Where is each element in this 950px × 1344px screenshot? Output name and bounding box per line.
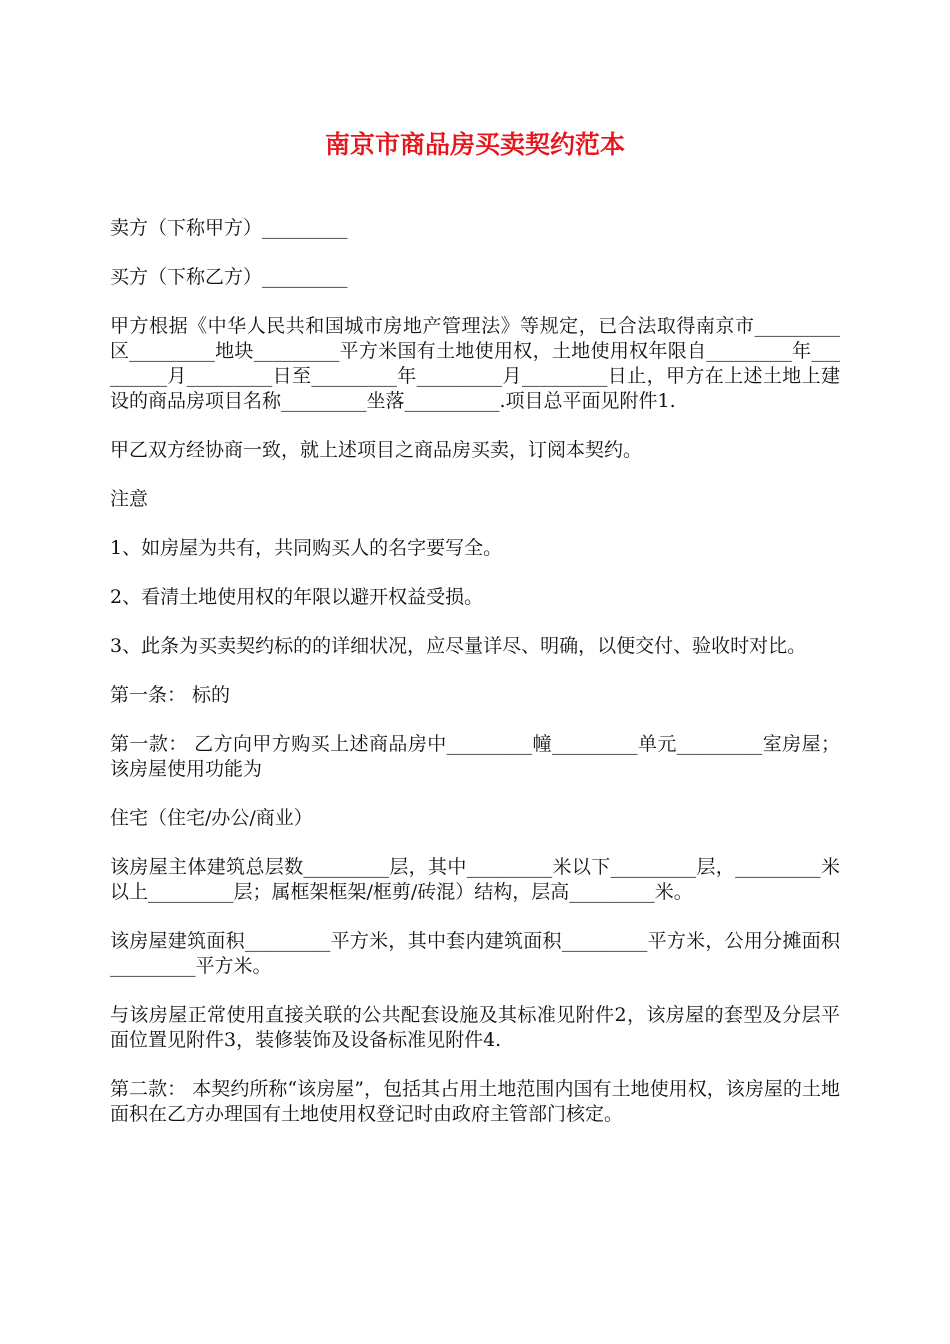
paragraph-agreement: 甲乙双方经协商一致，就上述项目之商品房买卖，订阅本契约。 <box>110 439 643 461</box>
paragraph-notice-heading: 注意 <box>110 488 149 510</box>
paragraph-notice-1: 1、如房屋为共有，共同购买人的名字要写全。 <box>110 537 503 559</box>
paragraph-notice-2: 2、看清土地使用权的年限以避开权益受损。 <box>110 586 484 608</box>
paragraph-seller: 卖方（下称甲方）_________ <box>110 217 348 239</box>
paragraph-notice-3: 3、此条为买卖契约标的的详细状况，应尽量详尽、明确，以便交付、验收时对比。 <box>110 635 807 657</box>
paragraph-article-1-heading: 第一条： 标的 <box>110 684 231 706</box>
paragraph-usage: 住宅（住宅/办公/商业） <box>110 807 313 829</box>
document-title: 南京市商品房买卖契约范本 <box>324 130 625 159</box>
document-body <box>110 216 840 1151</box>
paragraph-area: 该房屋建筑面积_________平方米，其中套内建筑面积_________平方米，公用分摊面积_________平方米。 <box>110 930 840 977</box>
paragraph-floors: 该房屋主体建筑总层数_________层，其中_________米以下_________层，_________米以上_________层；属框架框架/框剪/砖混）结构，层高_________米。 <box>110 856 840 903</box>
paragraph-facilities: 与该房屋正常使用直接关联的公共配套设施及其标准见附件2，该房屋的套型及分层平面位置见附件3，装修装饰及设备标准见附件4. <box>110 1004 840 1051</box>
paragraph-buyer: 买方（下称乙方）_________ <box>110 266 348 288</box>
paragraph-land-rights: 甲方根据《中华人民共和国城市房地产管理法》等规定，已合法取得南京市_________区_________地块_________平方米国有土地使用权，土地使用权年限自_________年_________月_________日至_________年_________月_________日止，甲方在上述土地上建设的商品房项目名称_________坐落__________.项目总平面见附件1. <box>110 315 840 412</box>
paragraph-clause-1: 第一款： 乙方向甲方购买上述商品房中_________幢_________单元_________室房屋；该房屋使用功能为 <box>110 733 840 780</box>
paragraph-clause-2: 第二款： 本契约所称“该房屋”，包括其占用土地范围内国有土地使用权，该房屋的土地面积在乙方办理国有土地使用权登记时由政府主管部门核定。 <box>110 1078 840 1125</box>
